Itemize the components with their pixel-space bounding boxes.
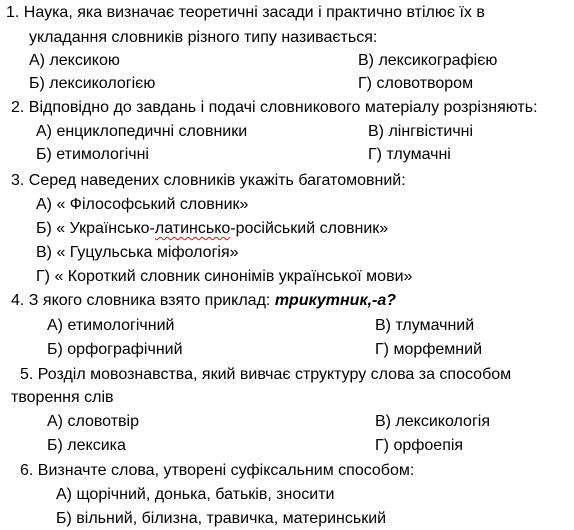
q5-option-a: А) словотвір (47, 413, 140, 430)
q3-option-b-post: -російський словник» (230, 220, 389, 237)
q6-option-b: Б) вільний, білизна, травичка, материнський (56, 510, 387, 527)
q1-option-a: А) лексикою (29, 52, 120, 69)
q6-option-a: А) щорічний, донька, батьків, зносити (56, 486, 335, 503)
q4-option-v: В) тлумачний (375, 317, 475, 334)
q1-option-g: Г) словотвором (358, 75, 474, 92)
q1-option-v: В) лексикографією (358, 52, 498, 69)
q2-option-a: А) енциклопедичні словники (36, 123, 248, 140)
q2-text-line1: 2. Відповідно до завдань і подачі словникового матеріалу розрізняють: (11, 99, 538, 116)
q2-option-g: Г) тлумачні (368, 146, 451, 163)
q4-option-a: А) етимологічний (47, 317, 175, 334)
q2-option-v: В) лінгвістичні (368, 123, 474, 140)
q4-option-g: Г) морфемний (375, 341, 483, 358)
q4-question: 4. З якого словника взято приклад: (11, 292, 275, 309)
q4-text-line1 (11, 291, 396, 310)
q2-option-b: Б) етимологічні (36, 146, 149, 163)
q1-option-b: Б) лексикологією (29, 75, 156, 92)
q5-text-line2: творення слів (11, 389, 114, 406)
q5-text-line1: 5. Розділ мовознавства, який вивчає структуру слова за способом (20, 366, 512, 383)
q5-option-v: В) лексикологія (375, 413, 490, 430)
q4-example-word: трикутник,-а? (274, 292, 397, 309)
q3-option-a: А) « Філософський словник» (36, 196, 249, 213)
q3-option-v: В) « Гуцульська міфологія» (36, 244, 239, 261)
q3-option-b (36, 219, 388, 238)
q1-text-line2: укладання словників різного типу називається: (29, 29, 378, 46)
q6-text-line1: 6. Визначте слова, утворені суфіксальним способом: (20, 462, 415, 479)
q4-option-b: Б) орфографічний (47, 341, 183, 358)
q1-text-line1: 1. Наука, яка визначає теоретичні засади і практично втілює їх в (6, 4, 485, 21)
q5-option-g: Г) орфоепія (375, 437, 464, 454)
q3-text-line1: 3. Серед наведених словників укажіть багатомовний: (11, 172, 406, 189)
q3-option-g: Г) « Короткий словник синонімів української мови» (36, 268, 413, 285)
q3-option-b-pre: Б) « Українсько- (36, 220, 155, 237)
q5-option-b: Б) лексика (47, 437, 126, 454)
spellcheck-marked-word: латинсько (154, 220, 231, 237)
